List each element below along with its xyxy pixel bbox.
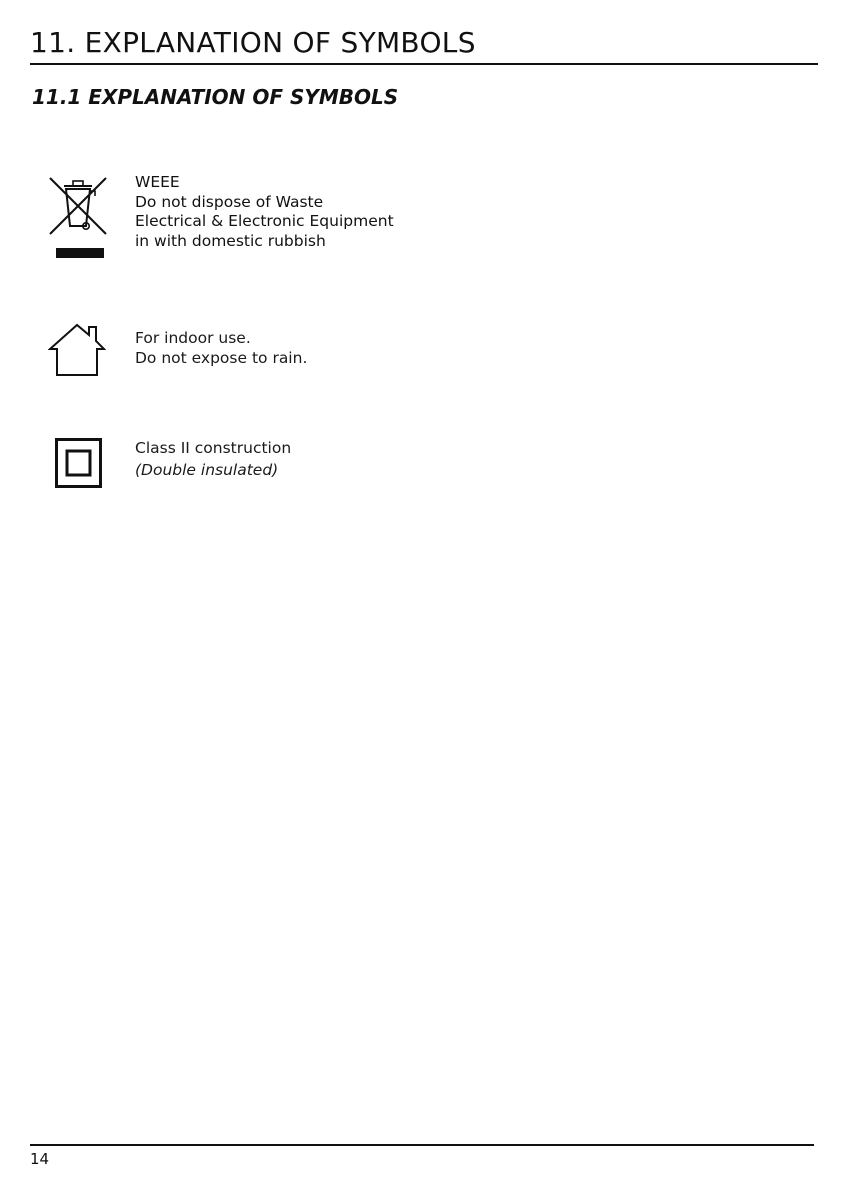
- class-ii-line-2: (Double insulated): [135, 461, 279, 479]
- class-ii-description: [135, 437, 291, 481]
- page-title: 11. EXPLANATION OF SYMBOLS: [30, 26, 476, 59]
- class-ii-double-square-icon: [55, 438, 103, 488]
- footer-divider: [30, 1144, 814, 1146]
- page-number: 14: [30, 1150, 50, 1168]
- indoor-line-2: Do not expose to rain.: [135, 348, 308, 367]
- title-divider: [30, 63, 818, 65]
- weee-line-4: in with domestic rubbish: [135, 231, 326, 250]
- section-heading: 11.1 EXPLANATION OF SYMBOLS: [32, 85, 399, 109]
- indoor-line-1: For indoor use.: [135, 329, 251, 347]
- weee-line-1: WEEE: [135, 173, 180, 191]
- weee-crossed-bin-icon: [46, 174, 110, 262]
- indoor-description: [135, 329, 307, 368]
- weee-line-2: Do not dispose of Waste: [135, 192, 324, 211]
- class-ii-line-1: Class II construction: [135, 439, 292, 457]
- weee-line-3: Electrical & Electronic Equipment: [135, 212, 394, 230]
- weee-description: [135, 173, 394, 251]
- house-indoor-icon: [48, 323, 106, 377]
